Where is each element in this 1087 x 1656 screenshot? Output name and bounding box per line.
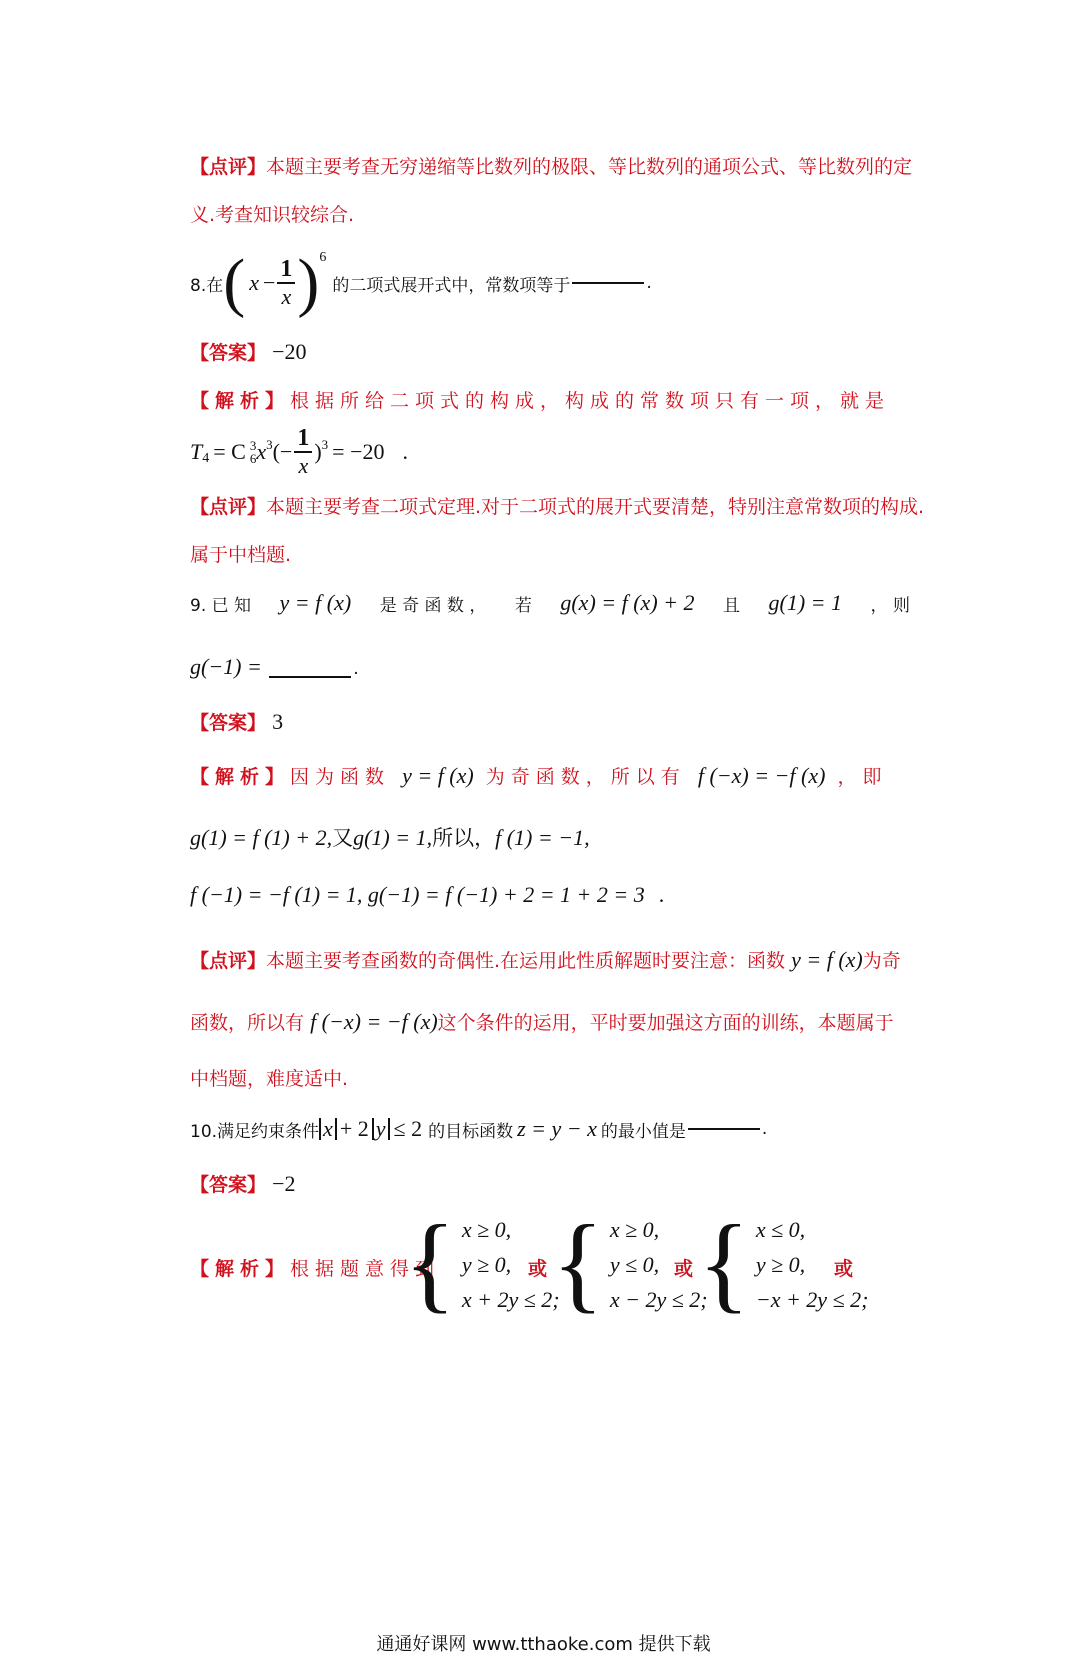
system-1: { x ≥ 0, y ≥ 0, x + 2y ≤ 2;	[404, 1204, 560, 1323]
or-3: 或	[834, 1258, 854, 1280]
q10-answer: 【答案】 −2	[190, 1171, 296, 1196]
answer-blank	[572, 282, 644, 284]
q7-comment-line2: 义.考查知识较综合.	[190, 204, 355, 226]
fraction: $\frac{1}{x}$	[277, 256, 295, 310]
q7-comment-line1: 【点评】本题主要考查无穷递缩等比数列的极限、等比数列的通项公式、等比数列的定	[190, 156, 913, 178]
footer: 通通好课网 www.tthaoke.com 提供下载	[376, 1634, 711, 1655]
q9-analysis-line3: f (−1) = −f (1) = 1, g(−1) = f (−1) + 2 = 1 + 2 = 3 .	[190, 882, 665, 907]
answer-blank	[688, 1128, 760, 1130]
system-2: { x ≥ 0, y ≤ 0, x − 2y ≤ 2;	[552, 1204, 708, 1323]
q8-comment-line1: 【点评】本题主要考查二项式定理.对于二项式的展开式要清楚，特别注意常数项的构成.	[190, 496, 925, 518]
q9-question-line2: g(−1) = .	[190, 654, 359, 679]
answer-blank	[269, 676, 351, 678]
q9-analysis-line1: 【解析】因为函数 y = f (x) 为奇函数，所以有 f (−x) = −f (x) ，即	[190, 763, 888, 788]
or-1: 或	[528, 1258, 548, 1280]
fraction: $\frac{1}{x}$	[294, 425, 312, 479]
q8-formula: T 4 = C 3 6 x 3 (− $\frac{1}{x}$ ) 3 = −20 .	[190, 425, 408, 478]
q9-analysis-line2: g(1) = f (1) + 2,又g(1) = 1,所以，f (1) = −1,	[190, 825, 590, 850]
q10-analysis: 【解析】根据题意得到	[190, 1258, 441, 1280]
comment-tag: 【点评】	[190, 156, 267, 178]
q9-comment-line1: 【点评】本题主要考查函数的奇偶性.在运用此性质解题时要注意：函数 y = f (x)为奇	[190, 947, 901, 972]
q9-comment-line2: 函数，所以有 f (−x) = −f (x)这个条件的运用，平时要加强这方面的训练，本题属于	[190, 1009, 894, 1034]
system-3: { x ≤ 0, y ≥ 0, −x + 2y ≤ 2;	[698, 1204, 869, 1323]
or-2: 或	[674, 1258, 694, 1280]
q8-comment-line2: 属于中档题.	[190, 544, 292, 566]
q8-answer: 【答案】 −20	[190, 339, 307, 364]
q8-analysis: 【解析】根据所给二项式的构成，构成的常数项只有一项，就是	[190, 390, 891, 412]
q9-answer: 【答案】 3	[190, 709, 284, 734]
q9-question-line1: 9. 已 知 y = f (x) 是 奇 函 数 ， 若 g(x) = f (x) + 2 且 g(1) = 1 ， 则	[190, 590, 910, 616]
q9-comment-line3: 中档题，难度适中.	[190, 1068, 349, 1090]
q8-question: 8.在 ( x − $\frac{1}{x}$ ) 6 的二项式展开式中，常数项等于 .	[190, 246, 652, 319]
q10-question: 10.满足约束条件 x + 2 y ≤ 2 的目标函数 z = y − x 的最小值是 .	[190, 1116, 768, 1142]
